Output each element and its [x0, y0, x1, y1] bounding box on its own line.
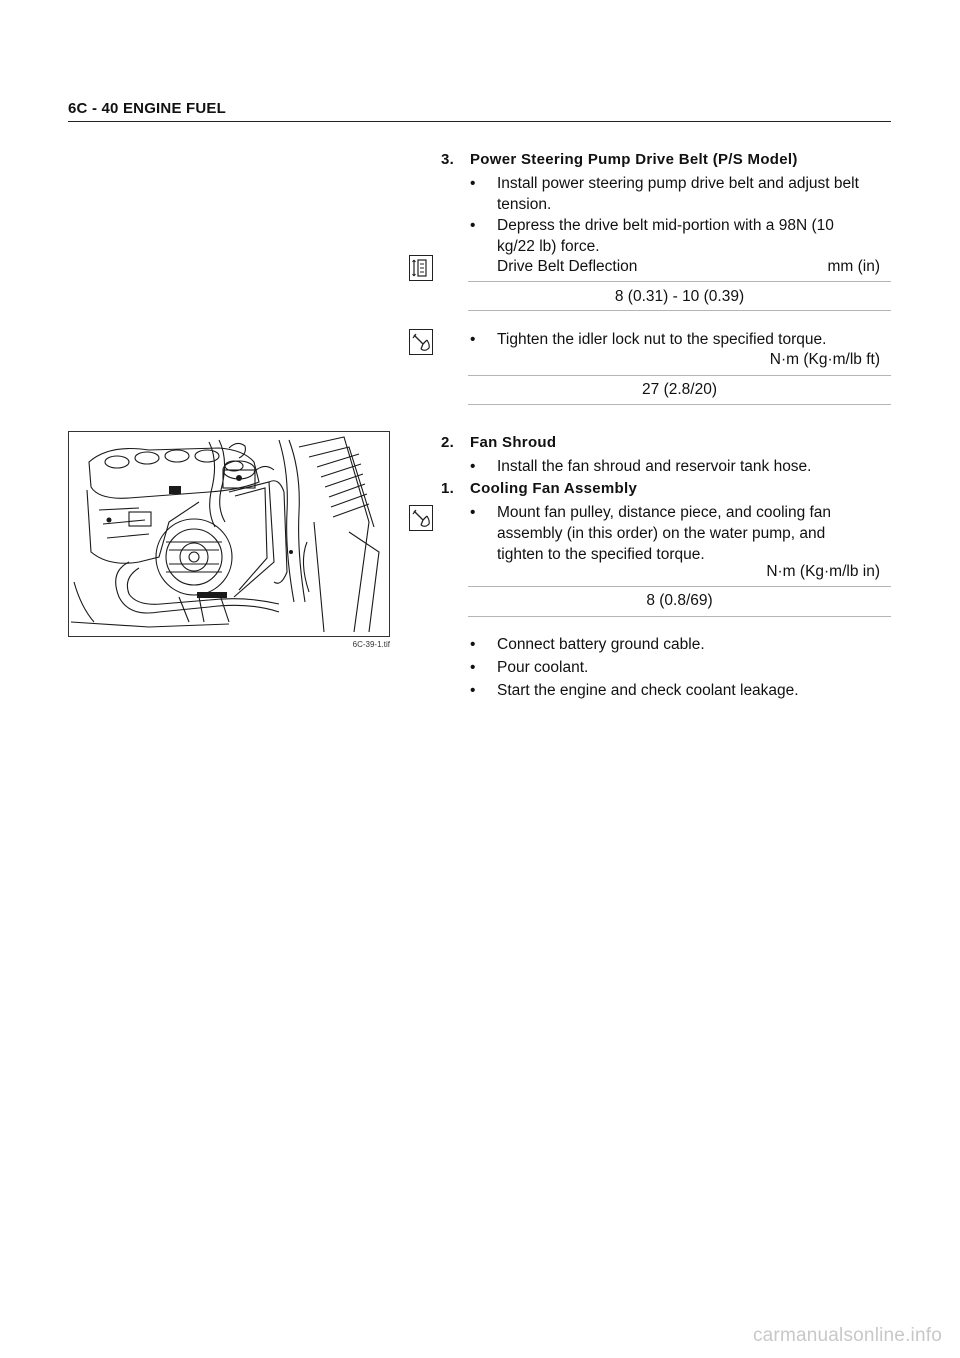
bullet-marker: • [470, 504, 476, 521]
watermark-link[interactable]: carmanualsonline.info [752, 1325, 942, 1346]
page-header: 6C - 40 ENGINE FUEL [68, 100, 226, 117]
bullet-marker: • [470, 682, 476, 699]
final-bullet-2: Pour coolant. [497, 659, 589, 676]
step-3-bullet-2-line-2: kg/22 lb) force. [497, 238, 600, 255]
step-1-bullet-line-1: Mount fan pulley, distance piece, and cooling fan [497, 504, 832, 521]
step-3-bullet-2 [497, 215, 897, 257]
torque-value: 8 (0.8/69) [646, 592, 713, 609]
torque-value: 27 (2.8/20) [642, 381, 717, 398]
header-divider [68, 121, 891, 122]
step-1-number: 1. [441, 480, 455, 497]
bullet-marker: • [470, 217, 476, 234]
step-2-title: Fan Shroud [470, 434, 557, 451]
spec-divider [468, 375, 891, 376]
step-3-torque-bullet: Tighten the idler lock nut to the specified torque. [497, 331, 827, 348]
step-3-bullet-1-line-2: tension. [497, 196, 552, 213]
step-1-title: Cooling Fan Assembly [470, 480, 638, 497]
figure-caption: 6C-39-1.tif [352, 640, 390, 649]
step-3-bullet-1 [497, 173, 897, 215]
engine-illustration [68, 431, 390, 637]
step-1-bullet [497, 502, 887, 565]
torque-wrench-icon [409, 329, 433, 355]
step-2-number: 2. [441, 434, 455, 451]
step-3-bullet-2-line-1: Depress the drive belt mid-portion with a 98N (10 [497, 217, 834, 234]
spec-unit: mm (in) [827, 258, 880, 275]
spec-divider [468, 281, 891, 282]
spec-divider [468, 586, 891, 587]
step-3-title: Power Steering Pump Drive Belt (P/S Model) [470, 151, 798, 168]
step-2-bullet: Install the fan shroud and reservoir tank hose. [497, 458, 812, 475]
spec-label: Drive Belt Deflection [497, 258, 638, 275]
bullet-marker: • [470, 659, 476, 676]
torque-wrench-icon [409, 505, 433, 531]
spec-divider [468, 310, 891, 311]
measurement-icon [409, 255, 433, 281]
spec-divider [468, 404, 891, 405]
step-3-bullet-1-line-1: Install power steering pump drive belt and adjust belt [497, 175, 859, 192]
torque-unit: N·m (Kg·m/lb in) [766, 563, 880, 580]
spec-divider [468, 616, 891, 617]
bullet-marker: • [470, 458, 476, 475]
torque-unit: N·m (Kg·m/lb ft) [769, 351, 880, 368]
spec-value: 8 (0.31) - 10 (0.39) [614, 288, 745, 305]
step-1-bullet-line-3: tighten to the specified torque. [497, 546, 705, 563]
step-1-bullet-line-2: assembly (in this order) on the water pump, and [497, 525, 826, 542]
bullet-marker: • [470, 175, 476, 192]
bullet-marker: • [470, 331, 476, 348]
bullet-marker: • [470, 636, 476, 653]
final-bullet-1: Connect battery ground cable. [497, 636, 705, 653]
final-bullet-3: Start the engine and check coolant leakage. [497, 682, 799, 699]
step-3-number: 3. [441, 151, 455, 168]
